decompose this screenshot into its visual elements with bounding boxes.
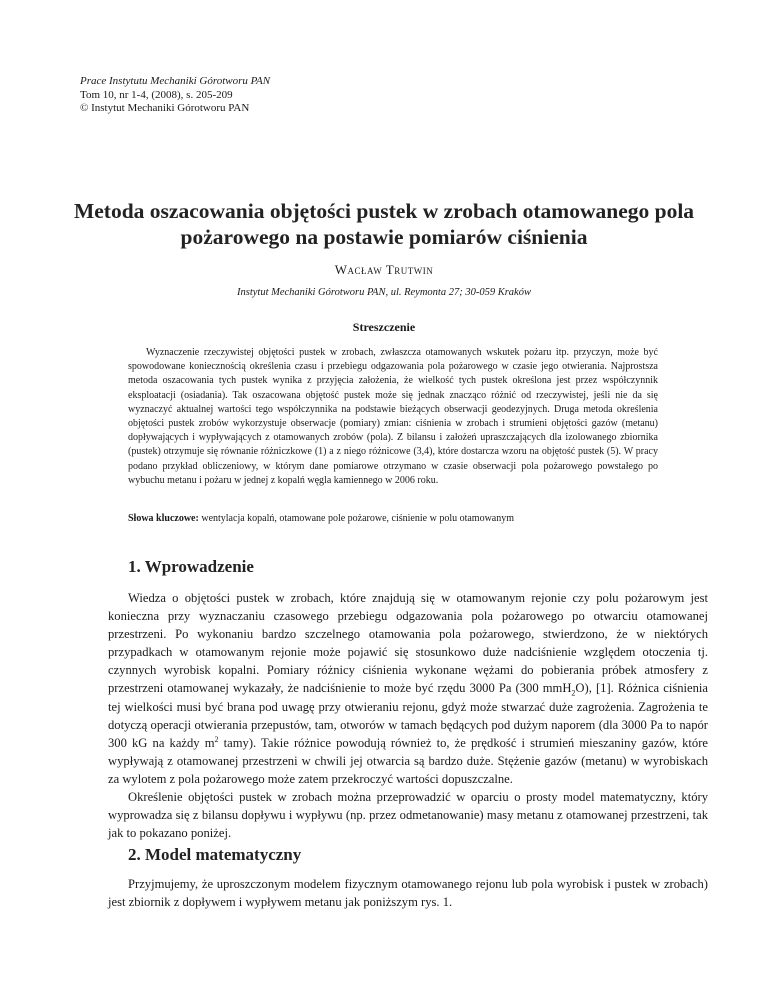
journal-copyright: © Instytut Mechaniki Górotworu PAN (80, 102, 250, 114)
text-run: Wiedza o objętości pustek w zrobach, które znajdują się w otamowanym rejonie czy polu pożarowym jest konieczna przy wyznaczaniu czasowego przebiegu odgazowania pola pożarowego po otwarciu otamowanej przestrzeni. Po wykonaniu bardzo szczelnego otamowania pola pożarowego, stwierdzono, że w niektórych przypadkach w otamowanym rejonie może pojawić się stosunkowo duże nadciśnienie względem otoczenia tj. czynnych wyrobisk kopalni. Pomiary różnicy ciśnienia wykonane wężami do pobierania próbek atmosfery z przestrzeni otamowanej wykazały, że nadciśnienie to może być rzędu 3000 Pa (300 mmH (108, 591, 708, 696)
section-body-model (108, 875, 708, 911)
section-body-introduction (108, 589, 708, 842)
keywords (128, 513, 658, 524)
text-run: tamy). Takie różnice powodują również to, że prędkość i strumień mieszaniny gazów, które wypływają z otamowanej przestrzeni w chwili jej otwarcia są bardzo duże. Stężenie gazów (metanu) w wyrobiskach za wylotem z pola pożarowego może zatem przekroczyć wartości dopuszczalne. (108, 735, 708, 786)
keywords-label: Słowa kluczowe: (128, 513, 199, 524)
paragraph (108, 589, 708, 788)
abstract-text: Wyznaczenie rzeczywistej objętości pustek w zrobach, zwłaszcza otamowanych wskutek pożaru itp. przyczyn, może być spowodowane koniecznością określenia czasu i przebiegu odgazowania pola pożarowego w czasie jego otwierania. Najprostsza metoda oszacowania tych pustek wynika z przyjęcia założenia, że wielkość tych pustek określona jest przez współczynnik eksploatacji (osiadania). Tak oszacowana objętość pustek może się jednak znacząco różnić od rzeczywistej, jeśli nie da się wyznaczyć aktualnej wartości tego współczynnika na podstawie bieżących obserwacji geodezyjnych. Druga metoda określenia objętości pustek zrobów wykorzystuje obserwacje (pomiary) zmian: ciśnienia w zrobach i strumieni objętości gazów (metanu) dopływających i wypływających z otamowanych zrobów (pola). Z bilansu i założeń upraszczających dla izolowanego zbiornika (pustek) otrzymuje się równanie różniczkowe (1) a z niego różnicowe (3,4), które dostarcza wzoru na objętość pustek (5). W pracy podano przykład obliczeniowy, w którym dane pomiarowe otrzymano w czasie obserwacji pola pożarowego powstałego po wybuchu metanu i pożaru w jednej z kopalń węgla kamiennego w 2006 roku. (128, 347, 658, 486)
article-title: Metoda oszacowania objętości pustek w zrobach otamowanego pola pożarowego na postawie pomiarów ciśnienia (73, 199, 695, 249)
paragraph: Przyjmujemy, że uproszczonym modelem fizycznym otamowanego rejonu lub pola wyrobisk i pustek w zrobach) jest zbiornik z dopływem i wypływem metanu jak poniższym rys. 1. (108, 877, 708, 910)
section-heading-model: 2. Model matematyczny (128, 845, 302, 864)
text-run: O), [1]. Różnica ciśnienia tej wielkości musi być brana pod uwagę przy otwieraniu rejonu, gdyż może stwarzać duże zagrożenia. Zagrożenia te dotyczą operacji otwierania przepustów, tam, otworów w tamach będących pod dużym naporem (dla 3000 Pa to napór 300 kG na każdy m (108, 681, 709, 750)
paragraph: Określenie objętości pustek w zrobach można przeprowadzić w oparciu o prosty model matematyczny, który wyprowadza się z bilansu dopływu i wypływu (np. przez odmetanowanie) masy metanu z otamowanej przestrzeni, tak jak to pokazano poniżej. (108, 790, 708, 841)
keywords-list: wentylacja kopalń, otamowane pole pożarowe, ciśnienie w polu otamowanym (201, 513, 515, 524)
journal-issue: Tom 10, nr 1-4, (2008), s. 205-209 (80, 88, 233, 101)
abstract-heading: Streszczenie (352, 320, 416, 334)
author-affiliation: Instytut Mechaniki Górotworu PAN, ul. Reymonta 27; 30-059 Kraków (237, 287, 531, 298)
article-author: Wacław Trutwin (334, 262, 434, 277)
section-heading-introduction: 1. Wprowadzenie (128, 557, 254, 576)
journal-header (80, 75, 270, 116)
subscript: 2 (571, 688, 576, 698)
superscript: 2 (214, 734, 219, 744)
journal-title: Prace Instytutu Mechaniki Górotworu PAN (80, 75, 271, 87)
